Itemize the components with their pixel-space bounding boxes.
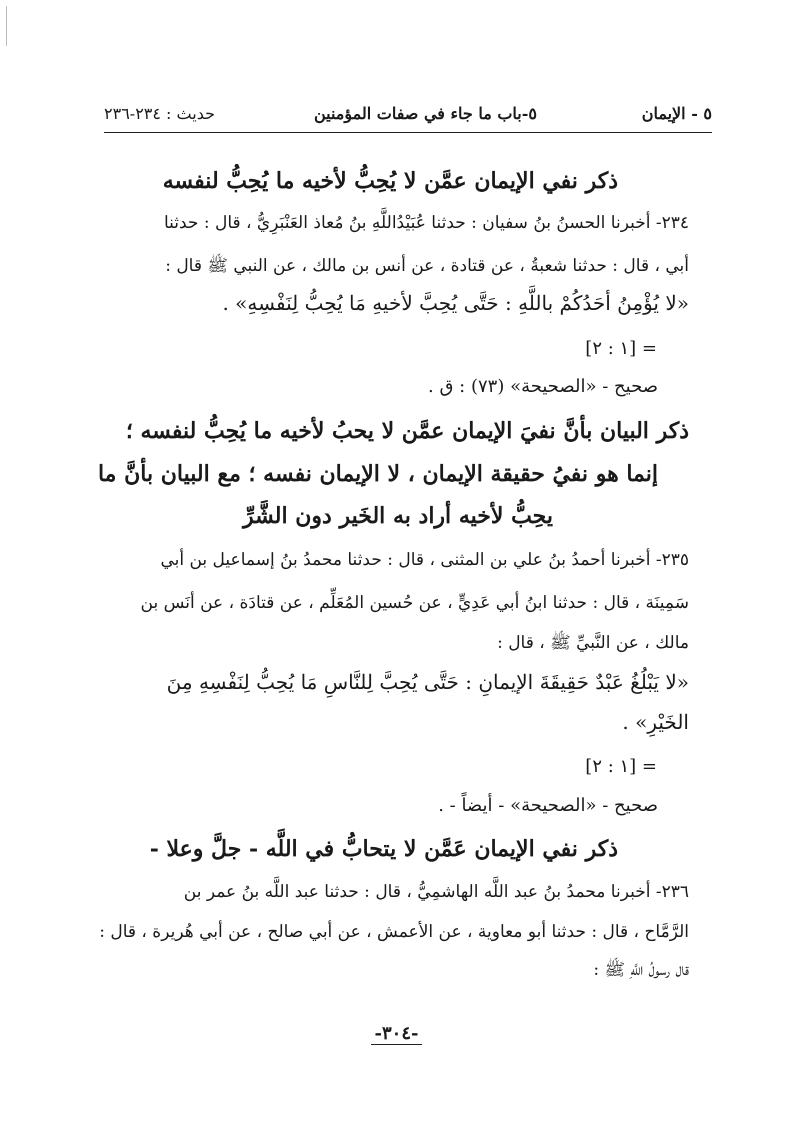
hadith-236-isnad-line-3: قال رسولُ اللَّهِ ﷺ :: [593, 960, 689, 980]
running-header: [104, 98, 712, 133]
hadith-234-matn: «لا يُؤْمِنُ أحَدُكُمْ باللَّهِ : حَتَّى يُحِبَّ لأخيهِ مَا يُحِبُّ لِنَفْسِهِ» .: [222, 291, 689, 315]
hadith-235-isnad-line-3: مالك ، عن النَّبيِّ ﷺ ، قال :: [497, 633, 689, 653]
hadith-234-reference: = [١ : ٢]: [585, 338, 657, 359]
hadith-235-isnad-line-1: ٢٣٥- أخبرنا أحمدُ بنُ علي بن المثنى ، قال : حدثنا محمدُ بنُ إسماعيل بن أبي: [160, 550, 689, 570]
hadith-235-isnad-line-2: سَمِينَة ، قال : حدثنا ابنُ أبي عَدِيٍّ ، عن حُسين المُعَلِّم ، عن قتادَة ، عن أنَس بن: [140, 593, 689, 613]
hadith-234-isnad-line-2: أبي ، قال : حدثنا شعبةُ ، عن قتادة ، عن أنس بن مالك ، عن النبي ﷺ قال :: [165, 256, 689, 276]
section-title-line-2: إنما هو نفيُ حقيقة الإيمان ، لا الإيمان نفسه ؛ مع البيان بأنَّ ما: [97, 461, 658, 487]
hadith-235-reference: = [١ : ٢]: [585, 756, 657, 777]
hadith-235-grade: صحيح - «الصحيحة» - أيضاً - .: [438, 795, 658, 816]
hadith-235-matn-line-2: الخَيْرِ» .: [622, 710, 689, 734]
hadith-234-grade: صحيح - «الصحيحة» (٧٣) : ق .: [428, 376, 658, 397]
header-bab: ٥-باب ما جاء في صفات المؤمنين: [313, 104, 537, 123]
section-title-line-3: يحِبُّ لأخيه أراد به الخَير دون الشَّرِّ: [243, 503, 553, 529]
hadith-235-matn-line-1: «لا يَبْلُغُ عَبْدٌ حَقِيقَةَ الإيمانِ : حَتَّى يُحِبَّ لِلنَّاسِ مَا يُحِبُّ لِنَفْسِهِ مِنَ: [166, 670, 689, 694]
hadith-236-isnad-line-1: ٢٣٦- أخبرنا محمدُ بنُ عبد اللَّه الهاشمِيُّ ، قال : حدثنا عبد اللَّه بنُ عمر بن: [183, 882, 689, 902]
hadith-234-isnad-line-1: ٢٣٤- أخبرنا الحسنُ بنُ سفيان : حدثنا عُبَيْدُاللَّهِ بنُ مُعاذ العَنْبَرِيُّ ، قال : حدثنا: [163, 213, 689, 233]
page-number-text: -٣٠٤-: [371, 1023, 423, 1045]
header-chapter: ٥ - الإيمان: [641, 104, 712, 123]
header-hadith-range: حديث : ٢٣٤-٢٣٦: [104, 104, 215, 123]
section-title: ذكر نفي الإيمان عَمَّن لا يتحابُّ في اللَّه - جلَّ وعلا -: [149, 836, 618, 862]
section-title: ذكر نفي الإيمان عمَّن لا يُحِبُّ لأخيه ما يُحِبُّ لنفسه: [162, 168, 618, 194]
binding-edge-mark: [6, 6, 7, 46]
section-title: ذكر البيان بأنَّ نفيَ الإيمان عمَّن لا يحبُ لأخيه ما يُحِبُّ لنفسه ؛: [125, 418, 689, 444]
hadith-236-isnad-line-2: الرَّمَّاح ، قال : حدثنا أبو معاوية ، عن الأعمش ، عن أبي صالح ، عن أبي هُريرة ، قال :: [99, 922, 689, 942]
page-number: [0, 1023, 793, 1045]
